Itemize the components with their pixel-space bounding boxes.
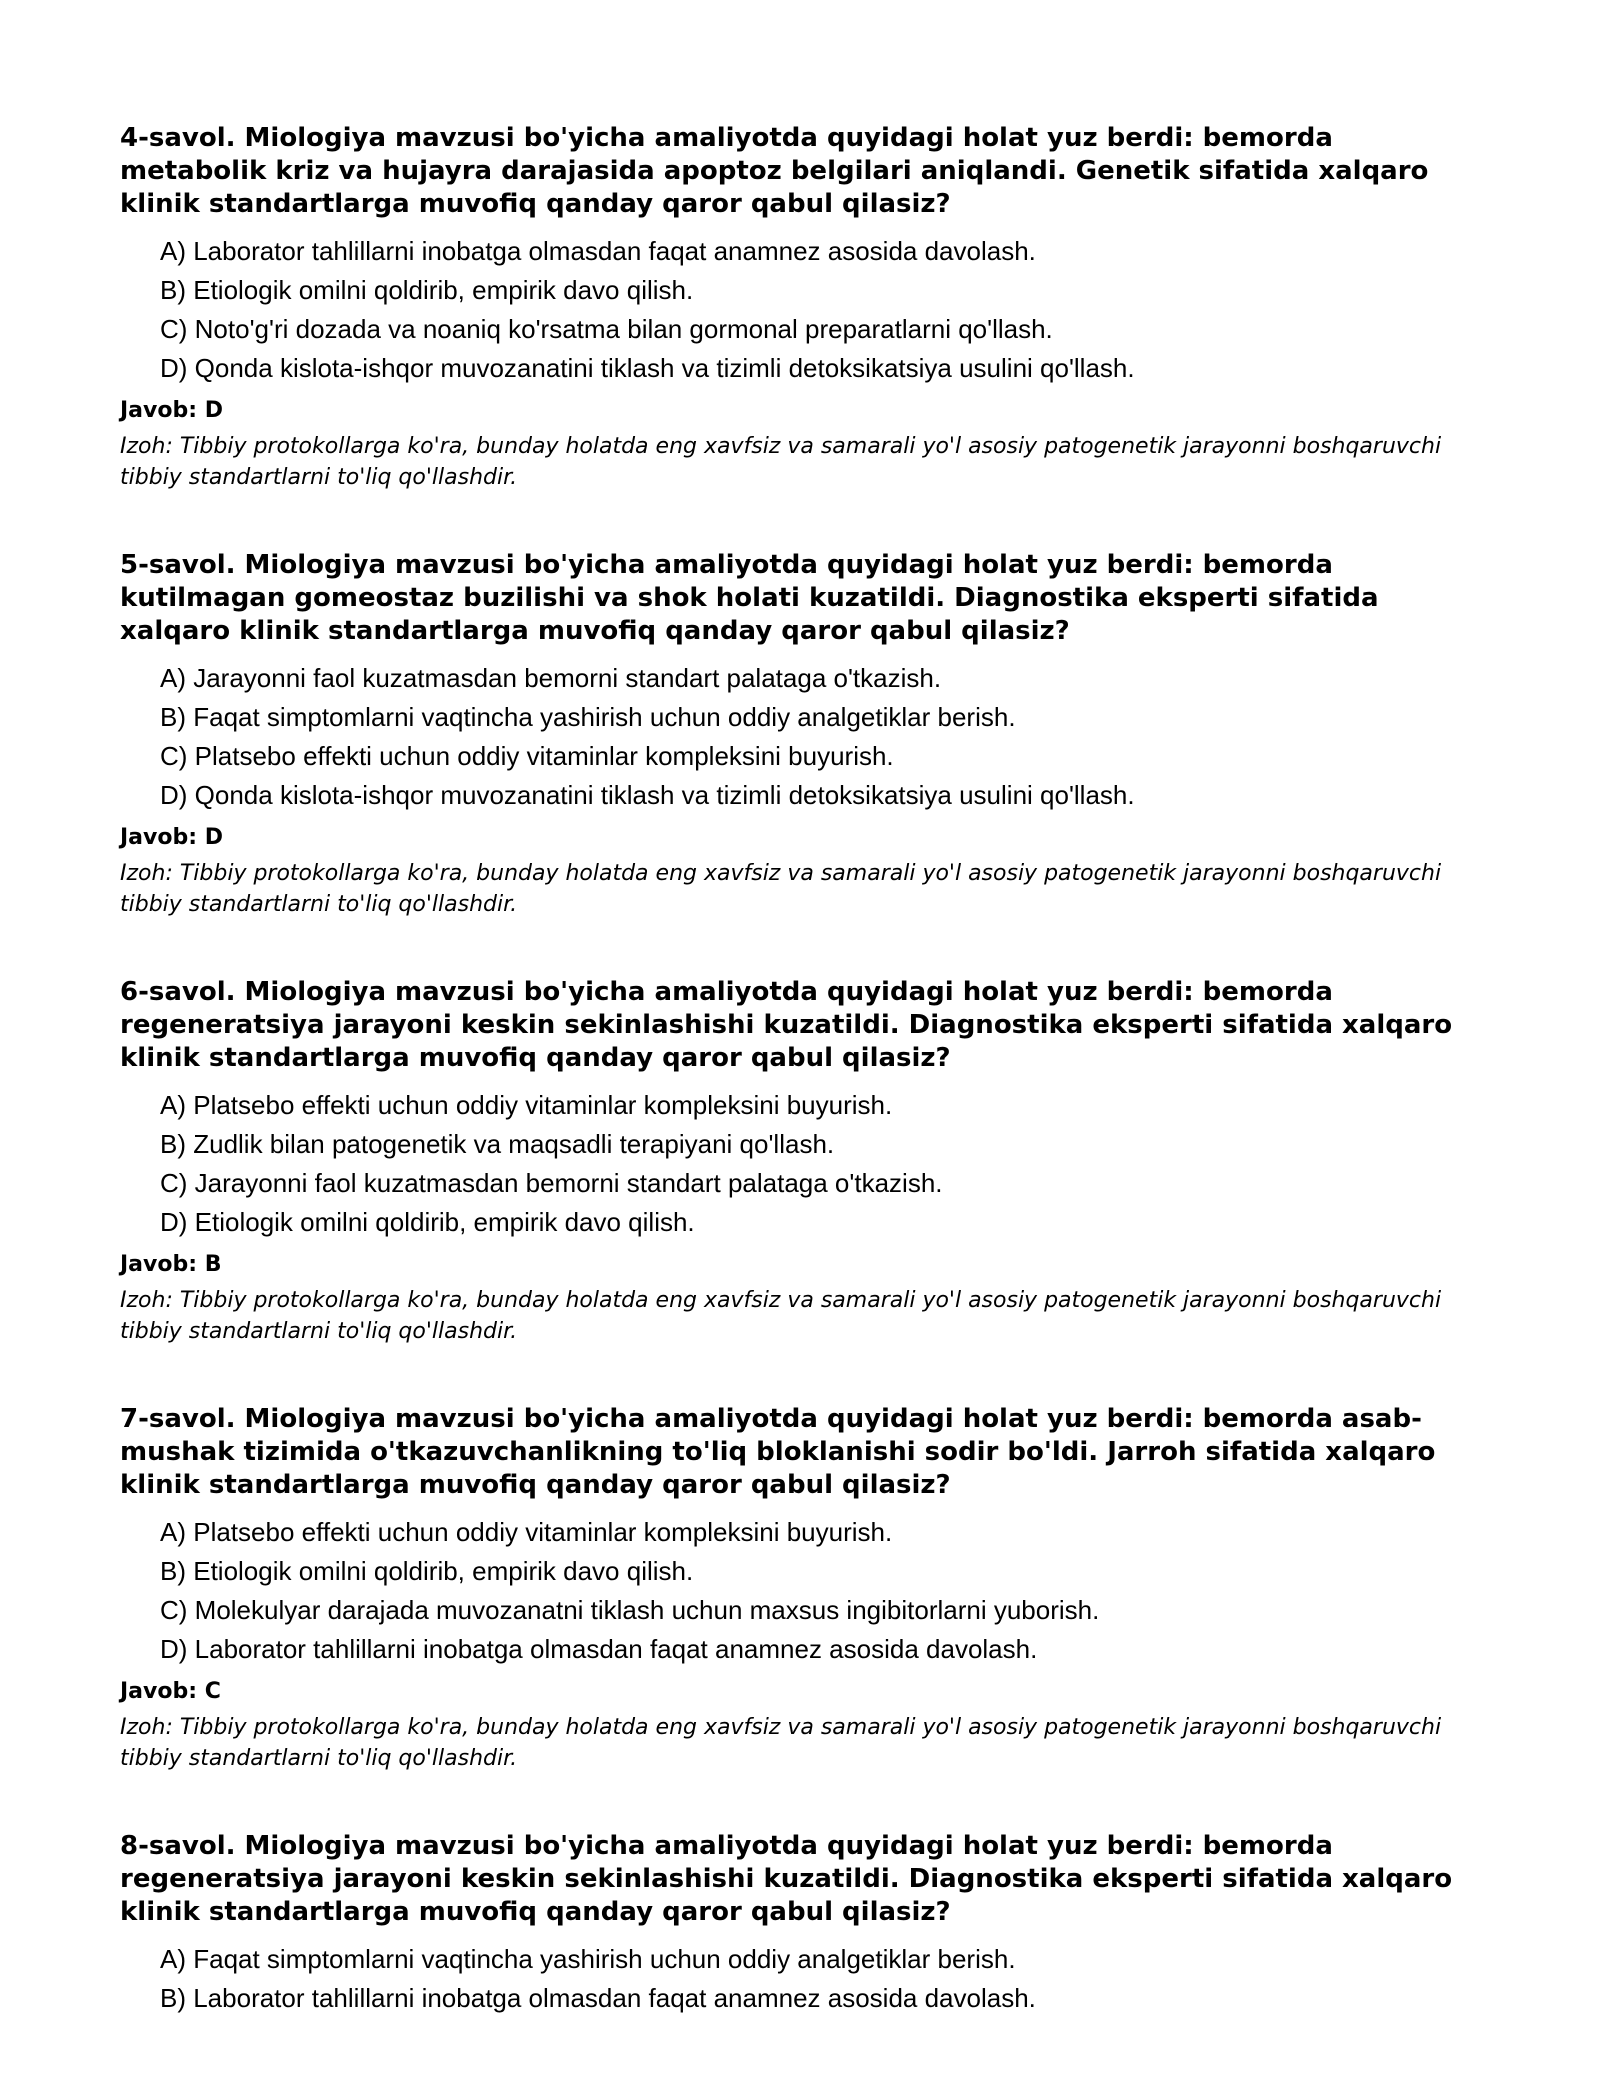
option-b: B) Etiologik omilni qoldirib, empirik davo qilish. [160,1556,694,1586]
option-d: D) Qonda kislota-ishqor muvozanatini tiklash va tizimli detoksikatsiya usulini qo'llash. [160,353,1135,383]
question-block [120,976,1480,1347]
answer-label: Javob: C [120,1679,221,1704]
question-title: 8-savol. Miologiya mavzusi bo'yicha amaliyotda quyidagi holat yuz berdi: bemorda regeneratsiya jarayoni keskin sekinlashishi kuzatildi. Diagnostika eksperti sifatida xalqaro klinik standartlarga muvofiq qanday qaror qabul qilasiz? [120,1831,1453,1927]
question-block [120,549,1480,920]
option-list [120,1513,1480,1669]
option-list [120,1940,1480,2018]
question-title: 5-savol. Miologiya mavzusi bo'yicha amaliyotda quyidagi holat yuz berdi: bemorda kutilmagan gomeostaz buzilishi va shok holati kuzatildi. Diagnostika eksperti sifatida xalqaro klinik standartlarga muvofiq qanday qaror qabul qilasiz? [120,550,1379,646]
explanation-note: Izoh: Tibbiy protokollarga ko'ra, bunday holatda eng xavfsiz va samarali yo'l asosiy patogenetik jarayonni boshqaruvchi tibbiy standartlarni to'liq qo'llashdir. [120,1715,1442,1771]
option-list [120,232,1480,388]
option-list [120,659,1480,815]
explanation-note: Izoh: Tibbiy protokollarga ko'ra, bunday holatda eng xavfsiz va samarali yo'l asosiy patogenetik jarayonni boshqaruvchi tibbiy standartlarni to'liq qo'llashdir. [120,1288,1442,1344]
option-c: C) Noto'g'ri dozada va noaniq ko'rsatma bilan gormonal preparatlarni qo'llash. [160,314,1053,344]
option-list [120,1086,1480,1242]
option-a: A) Platsebo effekti uchun oddiy vitaminlar kompleksini buyurish. [160,1517,893,1547]
option-d: D) Etiologik omilni qoldirib, empirik davo qilish. [160,1207,695,1237]
option-a: A) Laborator tahlillarni inobatga olmasdan faqat anamnez asosida davolash. [160,236,1036,266]
option-c: C) Jarayonni faol kuzatmasdan bemorni standart palataga o'tkazish. [160,1168,943,1198]
option-b: B) Etiologik omilni qoldirib, empirik davo qilish. [160,275,694,305]
question-title: 4-savol. Miologiya mavzusi bo'yicha amaliyotda quyidagi holat yuz berdi: bemorda metabolik kriz va hujayra darajasida apoptoz belgilari aniqlandi. Genetik sifatida xalqaro klinik standartlarga muvofiq qanday qaror qabul qilasiz? [120,123,1429,219]
option-c: C) Platsebo effekti uchun oddiy vitaminlar kompleksini buyurish. [160,741,894,771]
option-c: C) Molekulyar darajada muvozanatni tiklash uchun maxsus ingibitorlarni yuborish. [160,1595,1100,1625]
option-a: A) Jarayonni faol kuzatmasdan bemorni standart palataga o'tkazish. [160,663,942,693]
explanation-note: Izoh: Tibbiy protokollarga ko'ra, bunday holatda eng xavfsiz va samarali yo'l asosiy patogenetik jarayonni boshqaruvchi tibbiy standartlarni to'liq qo'llashdir. [120,434,1442,490]
answer-label: Javob: B [120,1252,222,1277]
question-title: 6-savol. Miologiya mavzusi bo'yicha amaliyotda quyidagi holat yuz berdi: bemorda regeneratsiya jarayoni keskin sekinlashishi kuzatildi. Diagnostika eksperti sifatida xalqaro klinik standartlarga muvofiq qanday qaror qabul qilasiz? [120,977,1453,1073]
question-block [120,1403,1480,1774]
answer-label: Javob: D [120,825,223,850]
question-block [120,1830,1480,2018]
question-title: 7-savol. Miologiya mavzusi bo'yicha amaliyotda quyidagi holat yuz berdi: bemorda asab-mushak tizimida o'tkazuvchanlikning to'liq bloklanishi sodir bo'ldi. Jarroh sifatida xalqaro klinik standartlarga muvofiq qanday qaror qabul qilasiz? [120,1404,1436,1500]
option-a: A) Platsebo effekti uchun oddiy vitaminlar kompleksini buyurish. [160,1090,893,1120]
option-d: D) Qonda kislota-ishqor muvozanatini tiklash va tizimli detoksikatsiya usulini qo'llash. [160,780,1135,810]
question-block [120,122,1480,493]
explanation-note: Izoh: Tibbiy protokollarga ko'ra, bunday holatda eng xavfsiz va samarali yo'l asosiy patogenetik jarayonni boshqaruvchi tibbiy standartlarni to'liq qo'llashdir. [120,861,1442,917]
option-b: B) Zudlik bilan patogenetik va maqsadli terapiyani qo'llash. [160,1129,835,1159]
option-d: D) Laborator tahlillarni inobatga olmasdan faqat anamnez asosida davolash. [160,1634,1038,1664]
option-b: B) Faqat simptomlarni vaqtincha yashirish uchun oddiy analgetiklar berish. [160,702,1016,732]
option-a: A) Faqat simptomlarni vaqtincha yashirish uchun oddiy analgetiklar berish. [160,1944,1016,1974]
option-b: B) Laborator tahlillarni inobatga olmasdan faqat anamnez asosida davolash. [160,1983,1036,2013]
document-page [120,122,1480,2074]
answer-label: Javob: D [120,398,223,423]
